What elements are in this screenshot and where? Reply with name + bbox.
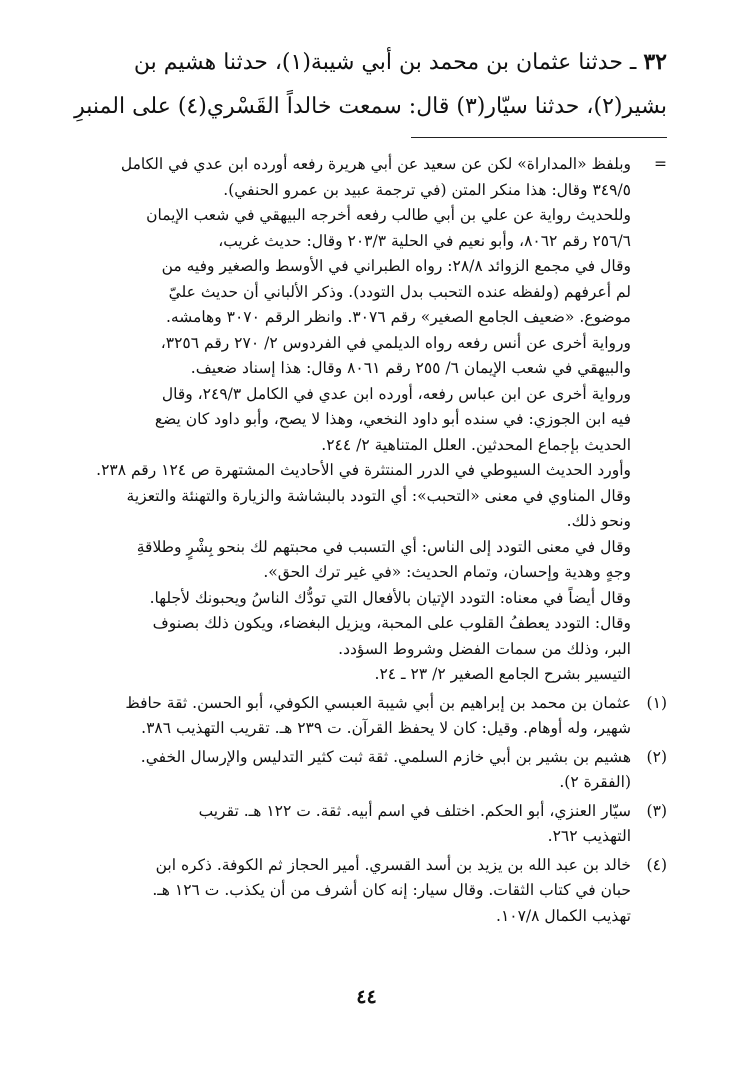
note-line: ٣٤٩/٥ وقال: هذا منكر المتن (في ترجمة عبيد بن عمرو الحنفي). (223, 180, 631, 199)
note-line: وأورد الحديث السيوطي في الدرر المنتثرة في الأحاديث المشتهرة ص ١٢٤ رقم ٢٣٨. (96, 461, 631, 479)
footnote-number: (٢) (646, 747, 667, 766)
note-line: الحديث بإجماع المحدثين. العلل المتناهية ٢/ ٢٤٤. (321, 435, 631, 454)
main-line-2: بشير(٢)، حدثنا سيّار(٣) قال: سمعت خالداً القَسْري(٤) على المنبرِ (74, 94, 667, 119)
note-line: هشيم بن بشير بن أبي خازم السلمي. ثقة ثبت كثير التدليس والإرسال الخفي. (140, 747, 631, 766)
note-line: والبيهقي في شعب الإيمان ٦/ ٢٥٥ رقم ٨٠٦١ وقال: هذا إسناد ضعيف. (190, 359, 631, 377)
footnote-number: (٤) (646, 855, 667, 874)
note-line: وللحديث رواية عن علي بن أبي طالب رفعه أخرجه البيهقي في شعب الإيمان (146, 206, 631, 224)
note-line: تهذيب الكمال ١٠٧/٨. (496, 906, 631, 925)
note-line: موضوع. «ضعيف الجامع الصغير» رقم ٣٠٧٦. وانظر الرقم ٣٠٧٠ وهامشه. (165, 308, 631, 326)
continuation-mark: = (654, 155, 667, 173)
footnotes-area (70, 152, 667, 929)
note-line: فيه ابن الجوزي: في سنده أبو داود النخعي، وهذا لا يصح، وأبو داود كان يضع (154, 410, 631, 428)
note-line: ورواية أخرى عن أنس رفعه رواه الديلمي في الفردوس ٢/ ٢٧٠ رقم ٣٢٥٦، (160, 333, 631, 352)
note-line: التهذيب ٢٦٢. (547, 827, 631, 845)
note-line: حبان في كتاب الثقات. وقال سيار: إنه كان أشرف من أن يكذب. ت ١٢٦ هـ. (152, 881, 631, 899)
note-line: البر، وذلك من سمات الفضل وشروط السؤدد. (338, 639, 631, 658)
footnote-4 (70, 853, 667, 930)
hadith-number: ٣٢ (643, 49, 667, 75)
note-line: ونحو ذلك. (566, 512, 631, 530)
page-number: ٤٤ (356, 986, 377, 1008)
footnote-continuation (70, 152, 667, 688)
main-text (70, 40, 667, 129)
note-line: عثمان بن محمد بن إبراهيم بن أبي شيبة العبسي الكوفي، أبو الحسن. ثقة حافظ (125, 693, 631, 712)
note-line: وقال: التودد يعطفُ القلوب على المحبة، ويزيل البغضاء، ويكون ذلك بصنوف (152, 614, 631, 632)
footnote-number: (١) (646, 693, 667, 712)
footnote-1 (70, 691, 667, 742)
note-line: لم أعرفهم (ولفظه عنده التحبب بدل التودد). وذكر الألباني أن حديث عليّ (168, 282, 631, 301)
note-line: ٢٥٦/٦ رقم ٨٠٦٢، وأبو نعيم في الحلية ٢٠٣/٣ وقال: حديث غريب، (218, 231, 631, 250)
note-line: شهير، وله أوهام. وقيل: كان لا يحفظ القرآن. ت ٢٣٩ هـ. تقريب التهذيب ٣٨٦. (141, 719, 631, 737)
footnote-separator (411, 137, 667, 138)
note-line: سيّار العنزي، أبو الحكم. اختلف في اسم أبيه. ثقة. ت ١٢٢ هـ. تقريب (198, 801, 631, 820)
main-line-1: ٣٢ ـ حدثنا عثمان بن محمد بن أبي شيبة(١)، حدثنا هشيم بن (133, 49, 667, 75)
footnote-2 (70, 745, 667, 796)
note-line: وقال أيضاً في معناه: التودد الإتيان بالأفعال التي تودُّك الناسُ ويحبونك لأجلها. (149, 588, 631, 607)
note-line: (الفقرة ٢). (559, 773, 631, 791)
note-line: وقال المناوي في معنى «التحبب»: أي التودد بالبشاشة والزيارة والتهنئة والتعزية (126, 486, 631, 505)
note-line: وجهٍ وهدية وإحسان، وتمام الحديث: «في غير ترك الحق». (263, 563, 631, 581)
note-line: ورواية أخرى عن ابن عباس رفعه، أورده ابن عدي في الكامل ٢٤٩/٣، وقال (161, 384, 631, 403)
footnote-number: (٣) (646, 801, 667, 820)
note-line: التيسير بشرح الجامع الصغير ٢/ ٢٣ ـ ٢٤. (374, 665, 631, 683)
note-line: وقال في مجمع الزوائد ٢٨/٨: رواه الطبراني في الأوسط والصغير وفيه من (161, 257, 631, 275)
footnote-3 (70, 799, 667, 850)
note-line: وقال في معنى التودد إلى الناس: أي التسبب في محبتهم لك بنحو بِشْرٍ وطلاقةِ (136, 537, 631, 556)
note-line: خالد بن عبد الله بن يزيد بن أسد القسري. أمير الحجاز ثم الكوفة. ذكره ابن (155, 855, 631, 874)
note-line: وبلفظ «المداراة» لكن عن سعيد عن أبي هريرة رفعه أورده ابن عدي في الكامل (120, 155, 631, 173)
